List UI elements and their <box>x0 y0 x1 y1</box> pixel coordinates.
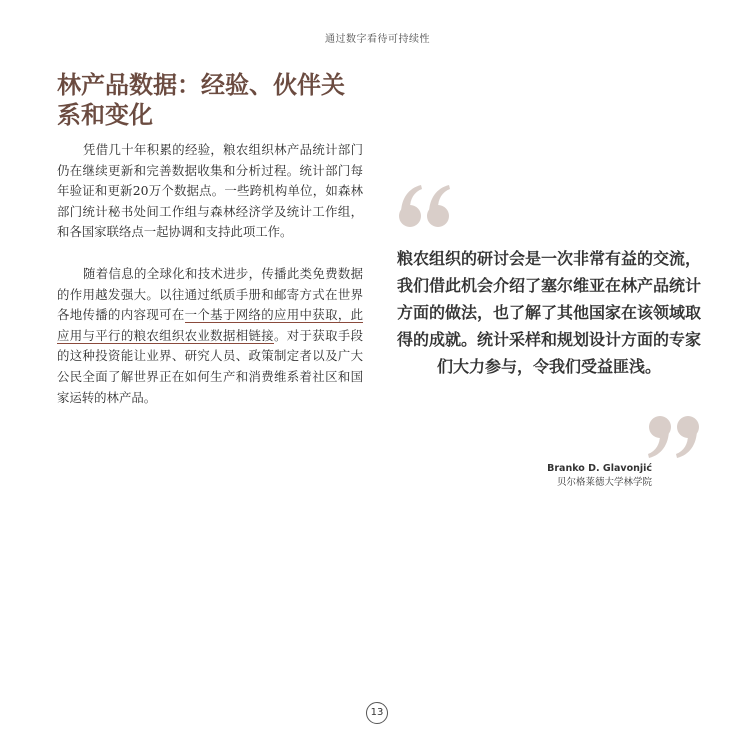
open-quote-icon <box>396 178 456 238</box>
quote-affiliation: 贝尔格莱德大学林学院 <box>556 477 652 488</box>
web-application-link[interactable]: 一个基于网络的应用中获取，此应用与平行的粮农组织农业数据相链接 <box>57 307 363 343</box>
quote-author: Branko D. Glavonjić <box>547 463 652 474</box>
article-body <box>57 140 363 429</box>
pull-quote-text: 粮农组织的研讨会是一次非常有益的交流，我们借此机会介绍了塞尔维亚在林产品统计方面的做法，也了解了其他国家在该领域取得的成就。统计采样和规划设计方面的专家们大力参与，令我们受益匪浅。 <box>396 249 701 376</box>
quote-attribution <box>440 462 652 490</box>
body-paragraph-2 <box>57 264 363 408</box>
body-paragraph-1: 凭借几十年积累的经验，粮农组织林产品统计部门仍在继续更新和完善数据收集和分析过程。统计部门每年验证和更新20万个数据点。一些跨机构单位，如森林部门统计秘书处间工作组与森林经济学及统计工作组，和各国家联络点一起协调和支持此项工作。 <box>57 142 363 240</box>
page-number: 13 <box>366 702 388 724</box>
paragraph-2-text-after-link: 。对于获取手段的这种投资能让业界、研究人员、政策制定者以及广大公民全面了解世界正在如何生产和消费维系着社区和国家运转的林产品。 <box>57 327 363 405</box>
running-header: 通过数字看待可持续性 <box>325 34 430 45</box>
paragraph-2-text-before-link: 随着信息的全球化和技术进步，传播此类免费数据的作用越发强大。以往通过纸质手册和邮寄方式在世界各地传播的内容现可在 <box>57 265 363 323</box>
article-heading: 林产品数据：经验、伙伴关系和变化 <box>57 71 345 129</box>
close-quote-icon <box>642 405 702 465</box>
